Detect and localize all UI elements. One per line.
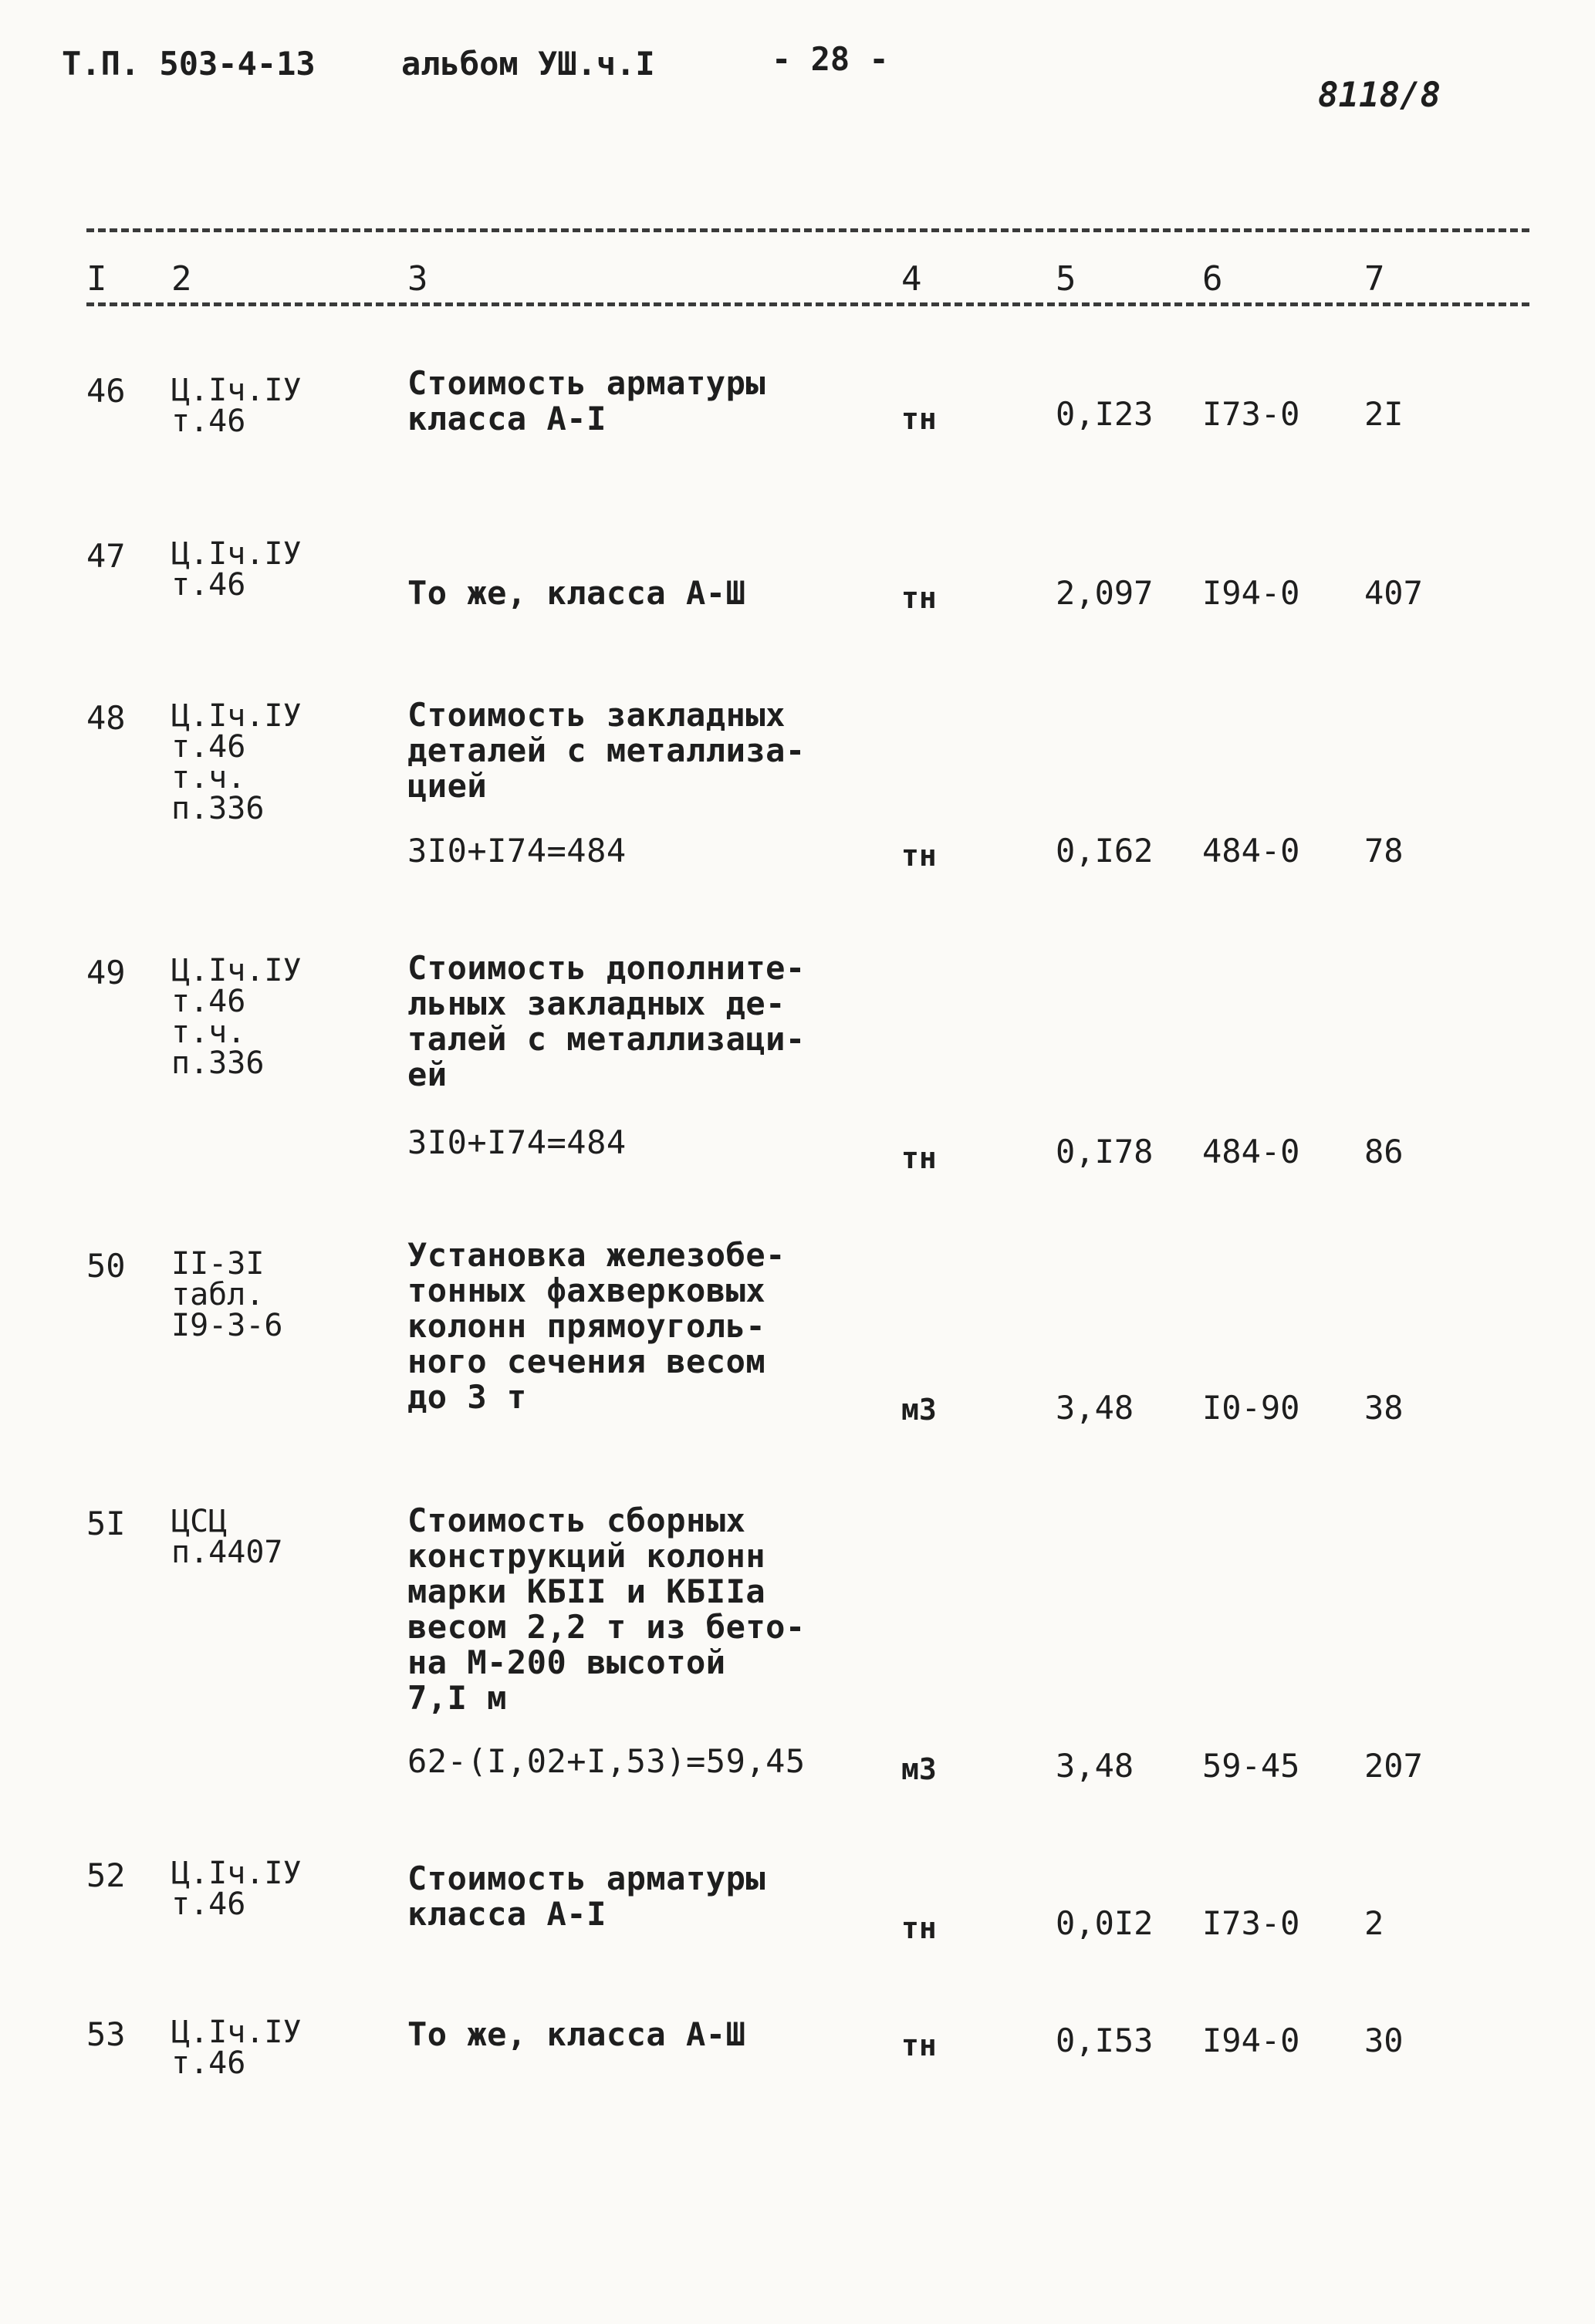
col-header-3: 3 (407, 259, 428, 299)
row-47-no: 47 (86, 537, 126, 575)
row-46-ref: Ц.Iч.IУ т.46 (171, 373, 302, 439)
document-code: Т.П. 503-4-13 (62, 45, 316, 83)
row-48-price: 484-0 (1202, 832, 1300, 870)
row-46-price: I73-0 (1202, 395, 1300, 433)
row-49-no: 49 (86, 954, 126, 991)
row-48-no: 48 (86, 699, 126, 737)
row-47-unit: тн (901, 581, 937, 615)
row-53-no: 53 (86, 2015, 126, 2053)
header-rule-bottom (86, 302, 1529, 306)
row-53-ref: Ц.Iч.IУ т.46 (171, 2015, 302, 2081)
row-52-price: I73-0 (1202, 1904, 1300, 1942)
row-53-unit: тн (901, 2028, 937, 2062)
row-48-total: 78 (1364, 832, 1404, 870)
row-51-desc: Стоимость сборных конструкций колонн марки КБII и КБIIа весом 2,2 т из бето- на М-200 высотой 7,I м (407, 1501, 806, 1717)
row-53-qty: 0,I53 (1056, 2022, 1154, 2059)
col-header-2: 2 (171, 259, 192, 299)
row-51-price: 59-45 (1202, 1747, 1300, 1785)
row-50-total: 38 (1364, 1389, 1404, 1427)
row-47-qty: 2,097 (1056, 574, 1154, 612)
col-header-6: 6 (1202, 259, 1223, 299)
row-51-calc: 62-(I,02+I,53)=59,45 (407, 1742, 806, 1780)
row-46-desc: Стоимость арматуры класса А-I (407, 364, 766, 437)
row-51-unit: м3 (901, 1752, 937, 1786)
row-52-ref: Ц.Iч.IУ т.46 (171, 1856, 302, 1922)
row-46-total: 2I (1364, 395, 1404, 433)
row-49-price: 484-0 (1202, 1133, 1300, 1170)
row-48-calc: 3I0+I74=484 (407, 832, 627, 870)
row-49-total: 86 (1364, 1133, 1404, 1170)
row-52-total: 2 (1364, 1904, 1384, 1942)
col-header-5: 5 (1056, 259, 1076, 299)
row-50-ref: II-3I табл. I9-3-6 (171, 1246, 283, 1343)
row-50-qty: 3,48 (1056, 1389, 1134, 1427)
archive-number: 8118/8 (1318, 76, 1441, 115)
row-48-qty: 0,I62 (1056, 832, 1154, 870)
col-header-1: I (86, 259, 107, 299)
row-50-price: I0-90 (1202, 1389, 1300, 1427)
row-51-qty: 3,48 (1056, 1747, 1134, 1785)
row-50-no: 50 (86, 1247, 126, 1285)
row-49-desc: Стоимость дополните- льных закладных де- талей с металлизаци- ей (407, 949, 806, 1093)
row-49-ref: Ц.Iч.IУ т.46 т.ч. п.336 (171, 953, 302, 1081)
row-49-calc: 3I0+I74=484 (407, 1123, 627, 1161)
row-48-ref: Ц.Iч.IУ т.46 т.ч. п.336 (171, 698, 302, 826)
row-49-qty: 0,I78 (1056, 1133, 1154, 1170)
row-51-no: 5I (86, 1505, 126, 1542)
row-52-unit: тн (901, 1911, 937, 1945)
header-rule-top (86, 228, 1529, 232)
row-46-no: 46 (86, 372, 126, 410)
page-number: - 28 - (772, 40, 889, 78)
row-46-qty: 0,I23 (1056, 395, 1154, 433)
row-53-desc: То же, класса А-Ш (407, 2015, 746, 2053)
col-header-4: 4 (901, 259, 922, 299)
row-51-ref: ЦСЦ п.4407 (171, 1504, 283, 1570)
row-53-price: I94-0 (1202, 2022, 1300, 2059)
row-53-total: 30 (1364, 2022, 1404, 2059)
row-52-no: 52 (86, 1856, 126, 1894)
row-51-total: 207 (1364, 1747, 1423, 1785)
row-52-qty: 0,0I2 (1056, 1904, 1154, 1942)
col-header-7: 7 (1364, 259, 1385, 299)
album-label: альбом УШ.ч.I (401, 45, 655, 83)
row-50-desc: Установка железобе- тонных фахверковых колонн прямоуголь- ного сечения весом до 3 т (407, 1236, 786, 1416)
row-47-total: 407 (1364, 574, 1423, 612)
row-47-ref: Ц.Iч.IУ т.46 (171, 536, 302, 603)
row-52-desc: Стоимость арматуры класса А-I (407, 1860, 766, 1933)
row-48-desc: Стоимость закладных деталей с металлиза- цией (407, 696, 806, 805)
row-49-unit: тн (901, 1141, 937, 1175)
row-50-unit: м3 (901, 1393, 937, 1427)
row-47-price: I94-0 (1202, 574, 1300, 612)
row-46-unit: тн (901, 402, 937, 436)
row-48-unit: тн (901, 839, 937, 873)
row-47-desc: То же, класса А-Ш (407, 574, 746, 612)
